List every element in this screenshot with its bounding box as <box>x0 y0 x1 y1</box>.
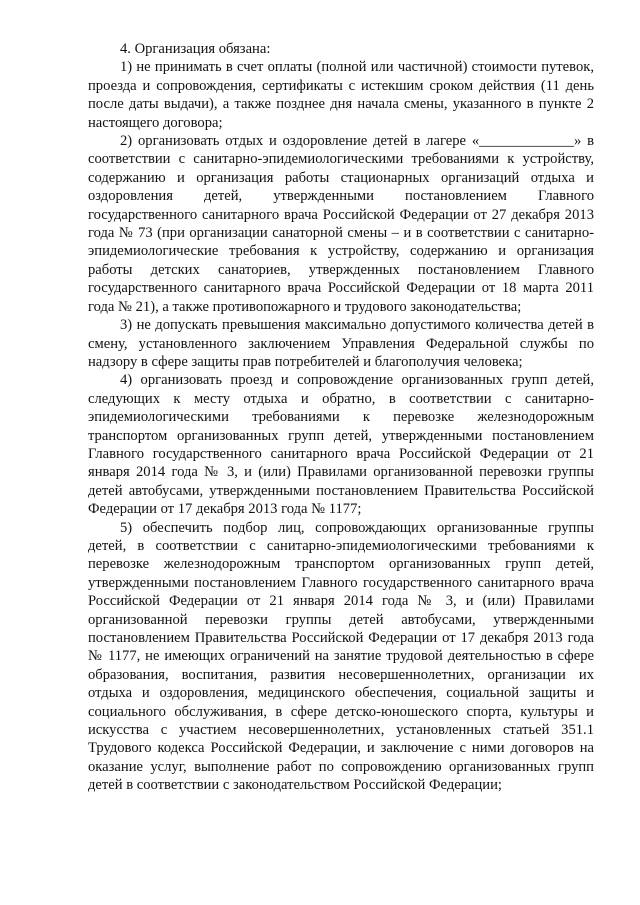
paragraph-item-2: 2) организовать отдых и оздоровление детей в лагере «_____________» в соответствии с санитарно-эпидемиологическими требованиями к устройству, содержанию и организация работы стационарных организаций отдыха и оздоровления детей, утвержденными постановлением Главного государственного санитарного врача Российской Федерации от 27 декабря 2013 года № 73 (при организации санаторной смены – и в соответствии с санитарно-эпидемиологические требования к устройству, содержанию и организация работы детских санаториев, утвержденных постановлением Главного государственного санитарного врача Российской Федерации от 18 марта 2011 года № 21), а также противопожарного и трудового законодательства; <box>88 133 594 315</box>
paragraph-item-5: 5) обеспечить подбор лиц, сопровождающих организованные группы детей, в соответствии с санитарно-эпидемиологическими требованиями к перевозке железнодорожным транспортом организованных групп детей, утвержденными постановлением Главного государственного санитарного врача Российской Федерации от 21 января 2014 года № 3, и (или) Правилами организованной перевозки группы детей автобусами, утвержденными постановлением Правительства Российской Федерации от 17 декабря 2013 года № 1177, не имеющих ограничений на занятие трудовой деятельностью в сфере образования, воспитания, развития несовершеннолетних, организации их отдыха и оздоровления, медицинского обеспечения, социальной защиты и социального обслуживания, в сфере детско-юношеского спорта, культуры и искусства с участием несовершеннолетних, установленных статьей 351.1 Трудового кодекса Российской Федерации, и заключение с ними договоров на оказание услуг, выполнение работ по сопровождению организованных групп детей в соответствии с законодательством Российской Федерации; <box>88 519 594 794</box>
paragraph-item-4: 4) организовать проезд и сопровождение организованных групп детей, следующих к месту отдыха и обратно, в соответствии с санитарно-эпидемиологическими требованиями к перевозке железнодорожным транспортом организованных групп детей, утвержденными постановлением Главного государственного санитарного врача Российской Федерации от 21 января 2014 года № 3, и (или) Правилами организованной перевозки группы детей автобусами, утвержденными постановлением Правительства Российской Федерации от 17 декабря 2013 года № 1177; <box>88 372 594 518</box>
document-body <box>88 40 594 795</box>
paragraph-item-1: 1) не принимать в счет оплаты (полной или частичной) стоимости путевок, проезда и сопровождения, сертификаты с истекшим сроком действия (11 день после даты выдачи), а также позднее дня начала смены, указанного в пункте 2 настоящего договора; <box>88 59 594 131</box>
section-heading: 4. Организация обязана: <box>120 41 271 57</box>
paragraph-item-3: 3) не допускать превышения максимально допустимого количества детей в смену, установленного заключением Управления Федеральной службы по надзору в сфере защиты прав потребителей и благополучия человека; <box>88 317 594 370</box>
